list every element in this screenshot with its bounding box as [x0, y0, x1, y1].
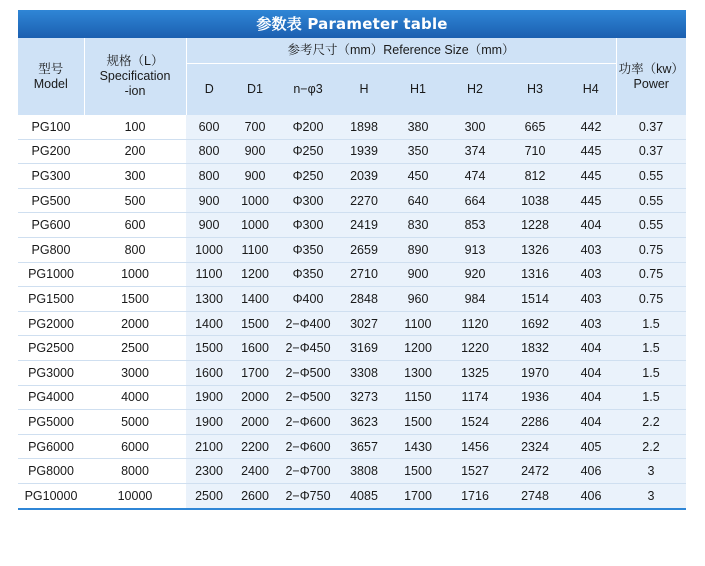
- cell-value: 1900: [186, 410, 232, 435]
- cell-value: 2324: [504, 434, 566, 459]
- cell-value: 0.37: [616, 115, 686, 139]
- cell-value: 2.2: [616, 410, 686, 435]
- cell-value: 0.37: [616, 139, 686, 164]
- cell-value: 2500: [186, 483, 232, 508]
- cell-value: 900: [390, 262, 446, 287]
- cell-value: 1000: [186, 237, 232, 262]
- cell-value: 2659: [338, 237, 390, 262]
- cell-specification: 500: [84, 188, 186, 213]
- cell-value: 2472: [504, 459, 566, 484]
- cell-value: 600: [186, 115, 232, 139]
- cell-value: 1514: [504, 287, 566, 312]
- cell-value: 1174: [446, 385, 504, 410]
- cell-value: 3027: [338, 311, 390, 336]
- cell-value: 1600: [186, 360, 232, 385]
- cell-specification: 2000: [84, 311, 186, 336]
- cell-value: 1300: [186, 287, 232, 312]
- cell-value: 1100: [232, 237, 278, 262]
- cell-value: 405: [566, 434, 616, 459]
- cell-value: 0.55: [616, 213, 686, 238]
- table-row: [18, 115, 686, 139]
- cell-specification: 300: [84, 164, 186, 189]
- cell-value: 640: [390, 188, 446, 213]
- cell-specification: 5000: [84, 410, 186, 435]
- cell-value: 1832: [504, 336, 566, 361]
- cell-specification: 800: [84, 237, 186, 262]
- cell-value: 830: [390, 213, 446, 238]
- cell-value: 1300: [390, 360, 446, 385]
- cell-model: PG5000: [18, 410, 84, 435]
- cell-value: 853: [446, 213, 504, 238]
- cell-specification: 100: [84, 115, 186, 139]
- table-row: [18, 164, 686, 189]
- cell-value: 890: [390, 237, 446, 262]
- table-body: [18, 115, 686, 509]
- cell-value: 445: [566, 164, 616, 189]
- table-row: [18, 483, 686, 508]
- cell-value: 403: [566, 237, 616, 262]
- cell-value: 374: [446, 139, 504, 164]
- cell-value: 812: [504, 164, 566, 189]
- header-spec-en-1: Specification: [99, 69, 171, 83]
- cell-value: 960: [390, 287, 446, 312]
- cell-specification: 600: [84, 213, 186, 238]
- cell-value: 900: [186, 188, 232, 213]
- cell-value: 2−Φ500: [278, 360, 338, 385]
- cell-value: 404: [566, 385, 616, 410]
- cell-value: 1400: [232, 287, 278, 312]
- table-row: [18, 213, 686, 238]
- cell-value: 0.55: [616, 188, 686, 213]
- cell-value: 1200: [390, 336, 446, 361]
- cell-model: PG8000: [18, 459, 84, 484]
- cell-value: 700: [232, 115, 278, 139]
- cell-value: 900: [232, 164, 278, 189]
- header-col-h: H: [338, 64, 390, 116]
- cell-value: 3: [616, 459, 686, 484]
- header-col-h4: H4: [566, 64, 616, 116]
- table-row: [18, 385, 686, 410]
- cell-value: 300: [446, 115, 504, 139]
- cell-value: Φ350: [278, 237, 338, 262]
- cell-value: 1936: [504, 385, 566, 410]
- cell-value: 1150: [390, 385, 446, 410]
- cell-value: 2−Φ500: [278, 385, 338, 410]
- cell-value: 0.75: [616, 287, 686, 312]
- cell-value: 1970: [504, 360, 566, 385]
- table-row: [18, 459, 686, 484]
- cell-model: PG10000: [18, 483, 84, 508]
- cell-model: PG800: [18, 237, 84, 262]
- header-power-cn: 功率（kw）: [618, 61, 684, 76]
- cell-value: 0.55: [616, 164, 686, 189]
- cell-value: 442: [566, 115, 616, 139]
- cell-value: 2−Φ700: [278, 459, 338, 484]
- header-spec-cn: 规格（L）: [106, 54, 164, 68]
- cell-value: 2286: [504, 410, 566, 435]
- cell-model: PG3000: [18, 360, 84, 385]
- cell-value: 2300: [186, 459, 232, 484]
- cell-value: 2419: [338, 213, 390, 238]
- cell-value: 2039: [338, 164, 390, 189]
- cell-model: PG300: [18, 164, 84, 189]
- cell-value: 404: [566, 410, 616, 435]
- table-row: [18, 360, 686, 385]
- cell-value: 664: [446, 188, 504, 213]
- cell-value: 404: [566, 213, 616, 238]
- cell-value: 3623: [338, 410, 390, 435]
- cell-value: 1600: [232, 336, 278, 361]
- cell-value: 1716: [446, 483, 504, 508]
- cell-value: 665: [504, 115, 566, 139]
- cell-value: 445: [566, 188, 616, 213]
- cell-value: 3273: [338, 385, 390, 410]
- table-row: [18, 336, 686, 361]
- cell-value: 1939: [338, 139, 390, 164]
- table-row: [18, 434, 686, 459]
- cell-value: 1316: [504, 262, 566, 287]
- cell-value: 1.5: [616, 360, 686, 385]
- cell-value: 2270: [338, 188, 390, 213]
- cell-value: 2−Φ600: [278, 434, 338, 459]
- header-col-d1: D1: [232, 64, 278, 116]
- cell-value: 404: [566, 360, 616, 385]
- header-power: [616, 38, 686, 115]
- cell-specification: 1000: [84, 262, 186, 287]
- cell-value: 2100: [186, 434, 232, 459]
- cell-value: 1.5: [616, 336, 686, 361]
- cell-value: 1898: [338, 115, 390, 139]
- cell-value: 1220: [446, 336, 504, 361]
- parameter-table: [18, 38, 686, 510]
- cell-model: PG600: [18, 213, 84, 238]
- cell-value: 1100: [186, 262, 232, 287]
- cell-model: PG4000: [18, 385, 84, 410]
- cell-value: Φ200: [278, 115, 338, 139]
- table-row: [18, 237, 686, 262]
- cell-value: 800: [186, 164, 232, 189]
- cell-value: 2−Φ400: [278, 311, 338, 336]
- cell-value: 403: [566, 311, 616, 336]
- cell-value: 474: [446, 164, 504, 189]
- cell-specification: 1500: [84, 287, 186, 312]
- cell-value: Φ300: [278, 213, 338, 238]
- cell-value: 1000: [232, 213, 278, 238]
- cell-value: 1456: [446, 434, 504, 459]
- cell-value: 445: [566, 139, 616, 164]
- cell-value: 1700: [232, 360, 278, 385]
- cell-model: PG1500: [18, 287, 84, 312]
- cell-value: 1400: [186, 311, 232, 336]
- header-col-n-3: n−φ3: [278, 64, 338, 116]
- header-col-h1: H1: [390, 64, 446, 116]
- table-row: [18, 287, 686, 312]
- cell-value: 2000: [232, 385, 278, 410]
- table-header: [18, 38, 686, 115]
- cell-value: 0.75: [616, 262, 686, 287]
- cell-value: 1.5: [616, 385, 686, 410]
- cell-value: 1326: [504, 237, 566, 262]
- cell-value: 2−Φ600: [278, 410, 338, 435]
- cell-value: 2848: [338, 287, 390, 312]
- cell-value: 1500: [232, 311, 278, 336]
- cell-value: 1430: [390, 434, 446, 459]
- cell-value: 2200: [232, 434, 278, 459]
- cell-value: 403: [566, 287, 616, 312]
- cell-value: 2.2: [616, 434, 686, 459]
- cell-specification: 4000: [84, 385, 186, 410]
- header-specification: [84, 38, 186, 115]
- cell-value: 900: [186, 213, 232, 238]
- cell-specification: 6000: [84, 434, 186, 459]
- cell-value: 1120: [446, 311, 504, 336]
- cell-value: 2−Φ750: [278, 483, 338, 508]
- cell-value: 1524: [446, 410, 504, 435]
- cell-specification: 3000: [84, 360, 186, 385]
- cell-specification: 200: [84, 139, 186, 164]
- cell-value: 1200: [232, 262, 278, 287]
- cell-value: 404: [566, 336, 616, 361]
- header-col-d: D: [186, 64, 232, 116]
- header-model-cn: 型号: [38, 61, 64, 76]
- cell-value: 2600: [232, 483, 278, 508]
- cell-model: PG6000: [18, 434, 84, 459]
- header-spec-en-2: -ion: [124, 84, 146, 98]
- table-row: [18, 188, 686, 213]
- cell-value: 3808: [338, 459, 390, 484]
- cell-value: 900: [232, 139, 278, 164]
- cell-value: 0.75: [616, 237, 686, 262]
- cell-value: Φ250: [278, 139, 338, 164]
- cell-model: PG100: [18, 115, 84, 139]
- cell-value: Φ300: [278, 188, 338, 213]
- table-row: [18, 139, 686, 164]
- cell-value: 1000: [232, 188, 278, 213]
- cell-value: Φ250: [278, 164, 338, 189]
- cell-value: 3657: [338, 434, 390, 459]
- cell-value: 380: [390, 115, 446, 139]
- header-model: [18, 38, 84, 115]
- cell-value: 4085: [338, 483, 390, 508]
- cell-value: Φ350: [278, 262, 338, 287]
- cell-value: 984: [446, 287, 504, 312]
- table-title: 参数表 Parameter table: [18, 10, 686, 38]
- cell-value: 1500: [390, 410, 446, 435]
- cell-value: 403: [566, 262, 616, 287]
- cell-value: 1500: [186, 336, 232, 361]
- cell-value: 2000: [232, 410, 278, 435]
- cell-value: 3: [616, 483, 686, 508]
- parameter-table-panel: [18, 10, 686, 510]
- header-model-en: Model: [33, 76, 68, 91]
- cell-value: 2710: [338, 262, 390, 287]
- cell-value: 450: [390, 164, 446, 189]
- cell-model: PG2000: [18, 311, 84, 336]
- table-row: [18, 262, 686, 287]
- cell-value: 1.5: [616, 311, 686, 336]
- cell-value: 920: [446, 262, 504, 287]
- cell-value: 1692: [504, 311, 566, 336]
- cell-value: 1900: [186, 385, 232, 410]
- cell-value: 350: [390, 139, 446, 164]
- cell-value: 2−Φ450: [278, 336, 338, 361]
- cell-value: 1527: [446, 459, 504, 484]
- cell-value: 1325: [446, 360, 504, 385]
- header-col-h2: H2: [446, 64, 504, 116]
- cell-specification: 2500: [84, 336, 186, 361]
- cell-value: 406: [566, 483, 616, 508]
- cell-value: 1500: [390, 459, 446, 484]
- cell-model: PG1000: [18, 262, 84, 287]
- cell-specification: 10000: [84, 483, 186, 508]
- cell-model: PG500: [18, 188, 84, 213]
- table-row: [18, 410, 686, 435]
- cell-value: Φ400: [278, 287, 338, 312]
- header-reference-size: 参考尺寸（mm）Reference Size（mm）: [186, 38, 616, 64]
- cell-model: PG200: [18, 139, 84, 164]
- cell-value: 710: [504, 139, 566, 164]
- cell-value: 2748: [504, 483, 566, 508]
- cell-value: 800: [186, 139, 232, 164]
- cell-specification: 8000: [84, 459, 186, 484]
- cell-value: 406: [566, 459, 616, 484]
- cell-value: 3169: [338, 336, 390, 361]
- cell-value: 1038: [504, 188, 566, 213]
- table-row: [18, 311, 686, 336]
- cell-value: 3308: [338, 360, 390, 385]
- cell-model: PG2500: [18, 336, 84, 361]
- header-col-h3: H3: [504, 64, 566, 116]
- cell-value: 1228: [504, 213, 566, 238]
- cell-value: 913: [446, 237, 504, 262]
- cell-value: 1100: [390, 311, 446, 336]
- header-power-en: Power: [633, 76, 669, 91]
- cell-value: 1700: [390, 483, 446, 508]
- cell-value: 2400: [232, 459, 278, 484]
